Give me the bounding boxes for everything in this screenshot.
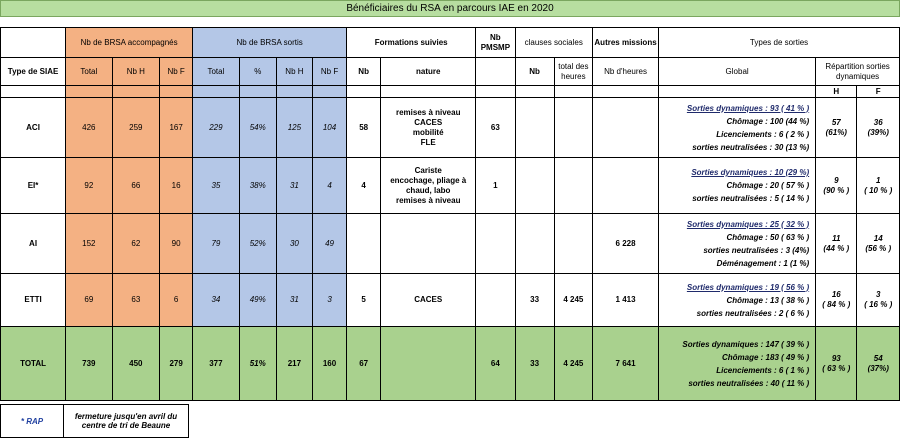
form-nature	[381, 98, 476, 158]
total-cl-heures: 4 245	[554, 327, 592, 401]
table-title: Bénéficiaires du RSA en parcours IAE en 2020	[0, 0, 900, 17]
total-s-pct: 51%	[239, 327, 276, 401]
sortie-detail: Chômage : 20 ( 57 % )	[726, 181, 810, 190]
header-pmsmp: Nb PMSMP	[476, 28, 515, 58]
rep-f	[857, 98, 900, 158]
header-nb-heures: Nb d'heures	[592, 58, 658, 86]
spacer-cell	[659, 86, 816, 98]
acc-h: 66	[112, 158, 160, 214]
sortie-detail: sorties neutralisées : 5 ( 14 % )	[692, 194, 810, 203]
acc-h: 62	[112, 214, 160, 274]
s-f: 49	[313, 214, 347, 274]
total-rep-f-line: (37%)	[867, 363, 889, 373]
rep-f-line: (39%)	[867, 127, 889, 137]
sortie-detail: Licenciements : 6 ( 2 % )	[716, 129, 810, 139]
sortie-detail: sorties neutralisées : 2 ( 6 % )	[696, 308, 810, 318]
rep-h-line: 16	[831, 290, 841, 299]
total-sortie-detail: sorties neutralisées : 40 ( 11 % )	[688, 378, 810, 388]
form-nature-line: FLE	[420, 137, 436, 147]
s-h: 31	[276, 274, 312, 327]
spacer-cell	[112, 86, 160, 98]
s-total: 229	[193, 98, 239, 158]
table-row	[1, 214, 900, 274]
acc-f: 6	[160, 274, 193, 327]
table-row	[1, 98, 900, 158]
s-pct: 54%	[239, 98, 276, 158]
total-sortie-detail: Sorties dynamiques : 147 ( 39 % )	[682, 339, 810, 349]
sortie-detail: sorties neutralisées : 3 (4%)	[703, 245, 810, 255]
form-nature-line: CACES	[414, 295, 443, 304]
autres-missions: 6 228	[592, 214, 658, 274]
s-pct: 52%	[239, 214, 276, 274]
header-formations: Formations suivies	[347, 28, 476, 58]
spacer-cell	[476, 86, 515, 98]
sortie-detail: Chômage : 100 (44 %)	[726, 116, 810, 126]
s-h: 31	[276, 158, 312, 214]
note-table	[0, 404, 189, 438]
rep-f-line: 3	[876, 290, 881, 299]
acc-h: 259	[112, 98, 160, 158]
total-label: TOTAL	[1, 327, 66, 401]
total-pmsmp: 64	[476, 327, 515, 401]
spacer-cell	[313, 86, 347, 98]
siae-type: ETTI	[1, 274, 66, 327]
rep-h-line: (44 % )	[823, 243, 850, 253]
total-s-f: 160	[313, 327, 347, 401]
cl-heures	[554, 214, 592, 274]
form-nb	[347, 214, 381, 274]
spacer-cell	[160, 86, 193, 98]
pmsmp: 63	[476, 98, 515, 158]
rep-h-line: 57	[831, 117, 841, 127]
spacer-cell	[381, 86, 476, 98]
form-nature-line: mobilité	[412, 127, 444, 137]
autres-missions: 1 413	[592, 274, 658, 327]
header-empty	[1, 28, 66, 58]
header-nb-brsa-acc: Nb de BRSA accompagnés	[66, 28, 193, 58]
total-cl-nb: 33	[515, 327, 554, 401]
total-sortie-detail: Chômage : 183 ( 49 % )	[722, 352, 810, 362]
form-nb: 58	[347, 98, 381, 158]
header-form-nature: nature	[381, 58, 476, 86]
rep-h-line: 9	[834, 175, 839, 185]
total-acc-f: 279	[160, 327, 193, 401]
sortie-detail: Chômage : 13 ( 38 % )	[726, 295, 810, 305]
sortie-detail: Chômage : 50 ( 63 % )	[726, 232, 810, 242]
total-rep-h-line: ( 63 % )	[822, 363, 851, 373]
s-f: 104	[313, 98, 347, 158]
acc-f: 16	[160, 158, 193, 214]
s-h: 125	[276, 98, 312, 158]
cl-nb	[515, 98, 554, 158]
form-nb: 5	[347, 274, 381, 327]
header-acc-f: Nb F	[160, 58, 193, 86]
s-f: 3	[313, 274, 347, 327]
header-s-pct: %	[239, 58, 276, 86]
total-s-total: 377	[193, 327, 239, 401]
header-clauses: clauses sociales	[515, 28, 592, 58]
rep-f-line: 1	[876, 175, 881, 185]
rep-f-line: 14	[873, 233, 883, 243]
form-nature-line: remises à niveau	[395, 107, 461, 117]
header-s-total: Total	[193, 58, 239, 86]
pmsmp: 1	[476, 158, 515, 214]
sorties-dynamiques: Sorties dynamiques : 93 ( 41 % )	[686, 103, 810, 113]
acc-total: 92	[66, 158, 112, 214]
acc-h: 63	[112, 274, 160, 327]
cl-heures	[554, 158, 592, 214]
global-sorties	[659, 214, 816, 274]
sorties-dynamiques: Sorties dynamiques : 10 (29 %)	[691, 168, 810, 177]
header-autres-missions: Autres missions	[592, 28, 658, 58]
total-rep-h	[816, 327, 857, 401]
total-form-nb: 67	[347, 327, 381, 401]
sortie-detail: sorties neutralisées : 30 (13 %)	[692, 142, 810, 152]
siae-type: EI*	[1, 158, 66, 214]
form-nature	[381, 158, 476, 214]
rep-h-line: ( 84 % )	[822, 300, 851, 309]
header-form-nb: Nb	[347, 58, 381, 86]
spacer-cell	[554, 86, 592, 98]
acc-total: 69	[66, 274, 112, 327]
header-nb-brsa-sortis: Nb de BRSA sortis	[193, 28, 347, 58]
rep-f-line: (56 % )	[865, 243, 892, 253]
total-acc-total: 739	[66, 327, 112, 401]
header-cl-nb: Nb	[515, 58, 554, 86]
spacer-cell	[193, 86, 239, 98]
global-sorties	[659, 98, 816, 158]
total-rep-f	[857, 327, 900, 401]
header-acc-total: Total	[66, 58, 112, 86]
siae-type: AI	[1, 214, 66, 274]
note-label: * RAP	[1, 405, 64, 438]
rep-h	[816, 98, 857, 158]
cl-nb	[515, 214, 554, 274]
total-form-nature	[381, 327, 476, 401]
s-total: 35	[193, 158, 239, 214]
total-acc-h: 450	[112, 327, 160, 401]
rep-f-line: 36	[873, 117, 883, 127]
cl-heures: 4 245	[554, 274, 592, 327]
autres-missions	[592, 98, 658, 158]
rep-h-line: (90 % )	[823, 185, 850, 195]
header-type-siae: Type de SIAE	[1, 58, 66, 86]
total-autres: 7 641	[592, 327, 658, 401]
s-pct: 38%	[239, 158, 276, 214]
spacer-cell	[1, 86, 66, 98]
note-text: fermeture jusqu'en avril du centre de tri de Beaune	[64, 405, 189, 438]
header-s-h: Nb H	[276, 58, 312, 86]
header-global: Global	[659, 58, 816, 86]
s-pct: 49%	[239, 274, 276, 327]
header-acc-h: Nb H	[112, 58, 160, 86]
spacer-cell	[239, 86, 276, 98]
acc-total: 152	[66, 214, 112, 274]
rep-f-line: ( 16 % )	[864, 300, 893, 309]
form-nature	[381, 214, 476, 274]
form-nature-line: encochage, pliage à	[390, 175, 467, 185]
form-nb: 4	[347, 158, 381, 214]
form-nature-line: CACES	[414, 117, 443, 127]
table-row	[1, 274, 900, 327]
rep-f	[857, 214, 900, 274]
cl-heures	[554, 98, 592, 158]
acc-f: 90	[160, 214, 193, 274]
table-row	[1, 158, 900, 214]
header-repartition: Répartition sorties dynamiques	[816, 58, 900, 86]
pmsmp	[476, 274, 515, 327]
header-rep-h: H	[816, 86, 857, 98]
iae-table	[0, 27, 900, 401]
rep-h-line: (61%)	[825, 127, 847, 137]
rep-f	[857, 274, 900, 327]
sortie-detail: Déménagement : 1 (1 %)	[716, 258, 810, 268]
form-nature-line: chaud, labo	[405, 185, 451, 195]
acc-total: 426	[66, 98, 112, 158]
rep-h	[816, 214, 857, 274]
spacer-cell	[347, 86, 381, 98]
s-h: 30	[276, 214, 312, 274]
total-global-sorties	[659, 327, 816, 401]
s-total: 34	[193, 274, 239, 327]
form-nature-line: Cariste	[414, 165, 442, 175]
header-pmsmp-empty	[476, 58, 515, 86]
sorties-dynamiques: Sorties dynamiques : 19 ( 56 % )	[686, 282, 810, 292]
cl-nb	[515, 158, 554, 214]
rep-h	[816, 158, 857, 214]
header-rep-f: F	[857, 86, 900, 98]
acc-f: 167	[160, 98, 193, 158]
siae-type: ACI	[1, 98, 66, 158]
s-total: 79	[193, 214, 239, 274]
global-sorties	[659, 158, 816, 214]
spacer-cell	[276, 86, 312, 98]
global-sorties	[659, 274, 816, 327]
rep-h	[816, 274, 857, 327]
total-row	[1, 327, 900, 401]
spacer-cell	[592, 86, 658, 98]
pmsmp	[476, 214, 515, 274]
spacer-cell	[66, 86, 112, 98]
form-nature	[381, 274, 476, 327]
form-nature-line: remises à niveau	[395, 195, 461, 205]
total-sortie-detail: Licenciements : 6 ( 1 % )	[716, 365, 810, 375]
s-f: 4	[313, 158, 347, 214]
header-s-f: Nb F	[313, 58, 347, 86]
total-rep-h-line: 93	[831, 353, 841, 363]
total-s-h: 217	[276, 327, 312, 401]
header-types-sorties: Types de sorties	[659, 28, 900, 58]
header-cl-heures: total des heures	[554, 58, 592, 86]
autres-missions	[592, 158, 658, 214]
rep-h-line: 11	[832, 233, 841, 243]
rep-f-line: ( 10 % )	[864, 185, 893, 195]
total-rep-f-line: 54	[873, 353, 883, 363]
cl-nb: 33	[515, 274, 554, 327]
sorties-dynamiques: Sorties dynamiques : 25 ( 32 % )	[686, 219, 810, 229]
spacer-cell	[515, 86, 554, 98]
rep-f	[857, 158, 900, 214]
